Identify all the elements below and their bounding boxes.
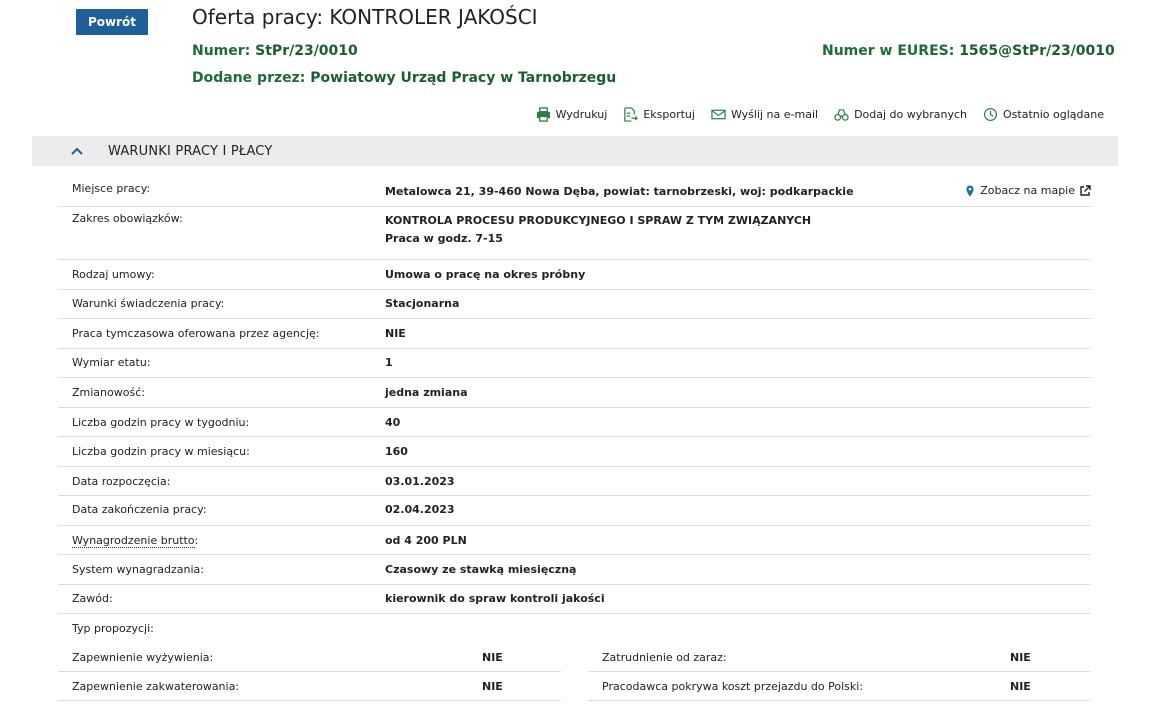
row-duties: [58, 207, 1091, 260]
row-label: Liczba godzin pracy w tygodniu:: [72, 416, 250, 429]
added-by: [192, 70, 616, 86]
row-value: NIE: [385, 327, 406, 340]
favorite-icon: [834, 107, 849, 122]
row-label: System wynagradzania:: [72, 563, 204, 576]
proposal-row: [588, 643, 1091, 672]
row-fte: [58, 349, 1091, 378]
row-value: 160: [385, 445, 408, 458]
favorite-button[interactable]: [834, 107, 967, 122]
proposal-label: Pracodawca pokrywa koszt przejazdu do Polski:: [602, 679, 864, 693]
envelope-icon: [711, 107, 726, 122]
section-header-work-conditions[interactable]: [32, 136, 1118, 166]
eures-number-label: Numer w EURES:: [822, 43, 955, 59]
recent-button[interactable]: [983, 107, 1104, 122]
row-value: 02.04.2023: [385, 503, 455, 516]
row-value: jedna zmiana: [385, 386, 468, 399]
printer-icon: [536, 107, 551, 122]
export-button[interactable]: [623, 107, 695, 122]
print-label: Wydrukuj: [555, 108, 608, 121]
favorite-label: Dodaj do wybranych: [854, 108, 968, 121]
recent-label: Ostatnio oglądane: [1003, 108, 1104, 121]
row-label: Zawód:: [72, 592, 113, 605]
offer-number: [192, 43, 358, 59]
map-pin-icon: [964, 185, 976, 197]
email-button[interactable]: [711, 107, 818, 122]
salary-tooltip-label[interactable]: Wynagrodzenie brutto: [72, 534, 195, 547]
map-link-label: Zobacz na mapie: [980, 184, 1075, 197]
export-label: Eksportuj: [643, 108, 695, 121]
external-link-icon: [1079, 185, 1091, 197]
row-label: Wymiar etatu:: [72, 356, 151, 369]
proposal-label: Zatrudnienie od zaraz:: [602, 650, 727, 664]
row-start-date: [58, 467, 1091, 496]
row-label: Warunki świadczenia pracy:: [72, 297, 225, 310]
proposal-label: Zapewnienie zakwaterowania:: [72, 679, 240, 693]
section-title: WARUNKI PRACY I PŁACY: [108, 143, 273, 159]
row-label: [72, 534, 385, 547]
row-label: Miejsce pracy:: [72, 182, 151, 195]
row-label: Praca tymczasowa oferowana przez agencję:: [72, 327, 320, 340]
page-title: Oferta pracy: KONTROLER JAKOŚCI: [192, 5, 538, 29]
row-value: Umowa o pracę na okres próbny: [385, 268, 586, 281]
added-by-label: Dodane przez:: [192, 70, 306, 86]
row-label: Liczba godzin pracy w miesiącu:: [72, 445, 250, 458]
back-button[interactable]: Powrót: [76, 9, 148, 35]
proposal-row: [588, 672, 1091, 701]
row-value: Metalowca 21, 39-460 Nowa Dęba, powiat: tarnobrzeski, woj: podkarpackie: [385, 185, 854, 198]
email-label: Wyślij na e-mail: [730, 108, 819, 121]
row-value: 03.01.2023: [385, 475, 455, 488]
proposal-column-right: [588, 643, 1091, 701]
proposal-row: [58, 672, 561, 701]
proposal-value: NIE: [482, 650, 503, 664]
row-contract: [58, 260, 1091, 290]
row-value: kierownik do spraw kontroli jakości: [385, 592, 605, 605]
proposal-column-left: [58, 643, 561, 701]
row-end-date: [58, 496, 1091, 526]
eures-number-value: 1565@StPr/23/0010: [959, 43, 1115, 59]
proposal-value: NIE: [482, 679, 503, 693]
chevron-up-icon[interactable]: [70, 144, 84, 158]
details-table: [58, 176, 1091, 644]
offer-number-value: StPr/23/0010: [255, 43, 358, 59]
row-label: Zmianowość:: [72, 386, 145, 399]
row-location: [58, 176, 1091, 207]
row-label: Data zakończenia pracy:: [72, 503, 207, 516]
row-hours-week: [58, 408, 1091, 437]
action-toolbar: [536, 107, 1104, 122]
row-label: Rodzaj umowy:: [72, 268, 155, 281]
row-value: Czasowy ze stawką miesięczną: [385, 563, 577, 576]
clock-icon: [983, 107, 998, 122]
row-value: Stacjonarna: [385, 297, 460, 310]
offer-number-label: Numer:: [192, 43, 251, 59]
row-pay-system: [58, 555, 1091, 585]
row-proposal-type: [58, 614, 1091, 644]
row-temp-agency: [58, 319, 1091, 349]
proposal-row: [58, 643, 561, 672]
row-hours-month: [58, 437, 1091, 467]
map-link[interactable]: [964, 182, 1091, 197]
salary-label-suffix: :: [194, 534, 199, 547]
row-label: Data rozpoczęcia:: [72, 475, 171, 488]
row-work-mode: [58, 290, 1091, 319]
added-by-value: Powiatowy Urząd Pracy w Tarnobrzegu: [310, 70, 617, 86]
row-value: [385, 212, 1091, 248]
proposal-value: NIE: [1010, 679, 1031, 693]
row-label: Zakres obowiązków:: [72, 212, 183, 225]
row-value: 40: [385, 416, 401, 429]
row-label: Typ propozycji:: [72, 622, 154, 635]
print-button[interactable]: [536, 107, 608, 122]
export-icon: [623, 107, 638, 122]
proposal-value: NIE: [1010, 650, 1031, 664]
row-value: od 4 200 PLN: [385, 534, 467, 547]
duties-line-1: KONTROLA PROCESU PRODUKCYJNEGO I SPRAW Z TYM ZWIĄZANYCH: [385, 214, 812, 227]
row-value: 1: [385, 356, 393, 369]
row-salary: [58, 526, 1091, 555]
row-profession: [58, 585, 1091, 614]
duties-line-2: Praca w godz. 7-15: [385, 232, 503, 245]
proposal-label: Zapewnienie wyżywienia:: [72, 650, 214, 664]
row-shifts: [58, 378, 1091, 408]
eures-number: [822, 43, 1115, 59]
